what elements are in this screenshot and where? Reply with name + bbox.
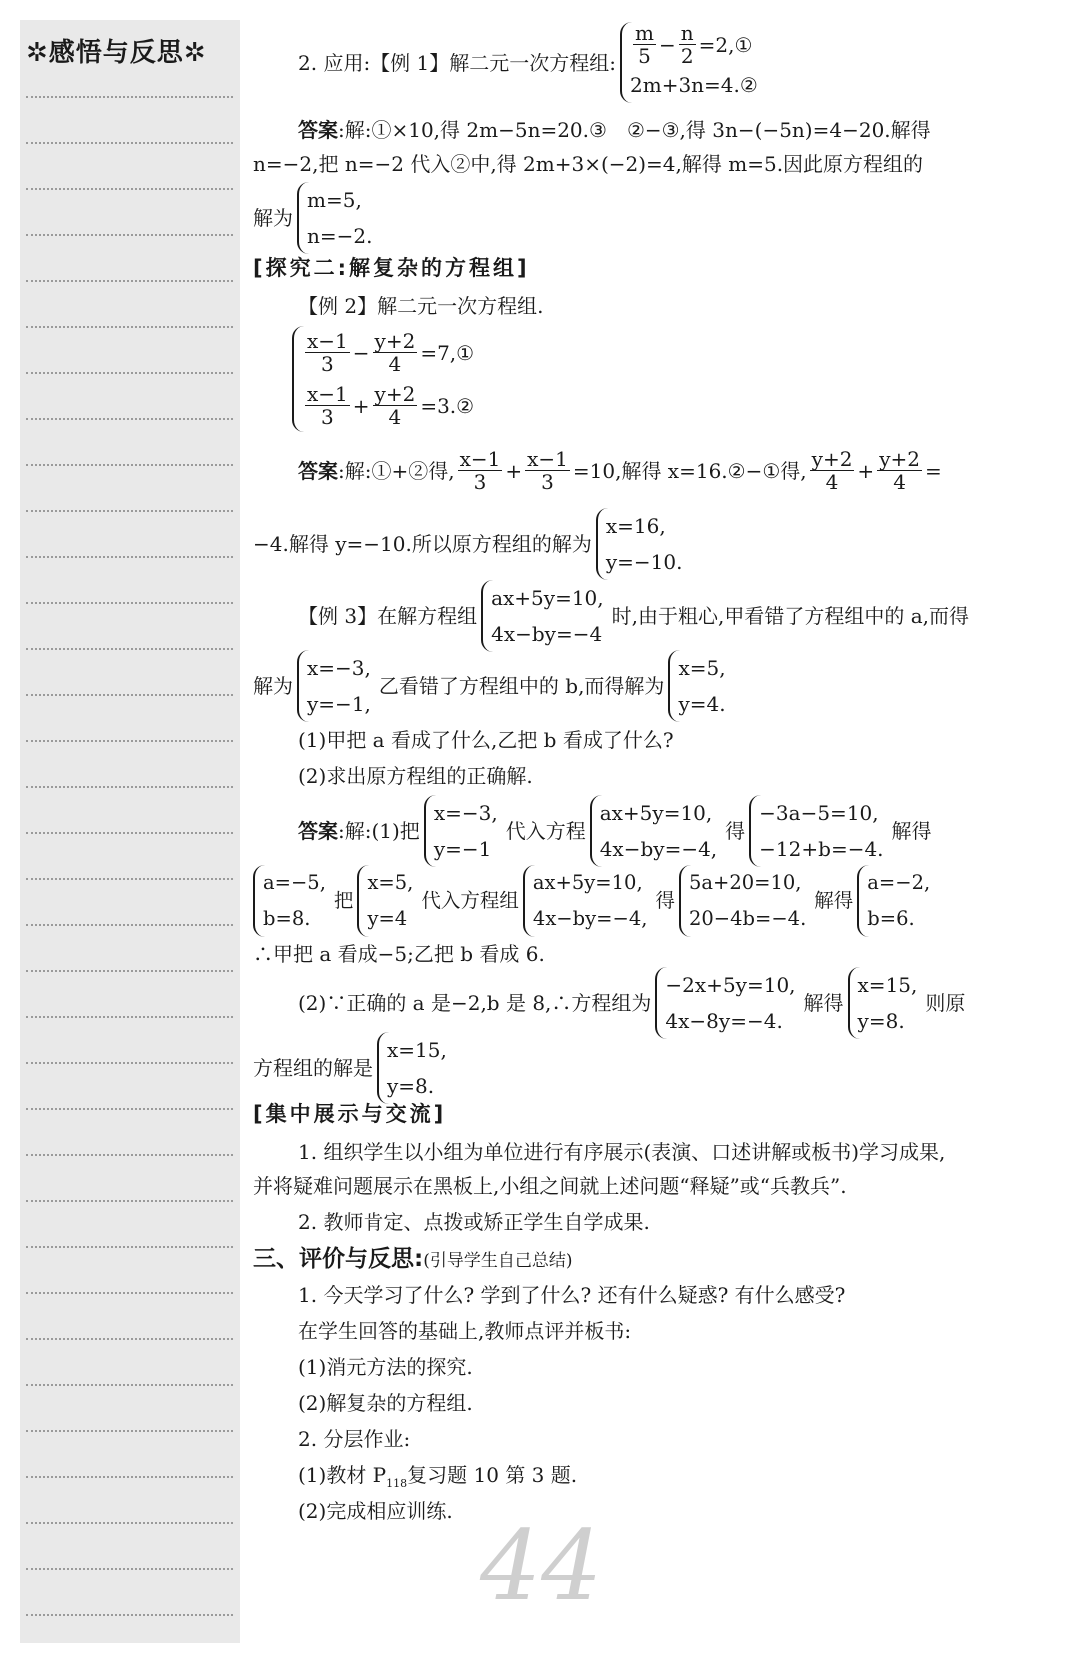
writing-line bbox=[26, 1568, 233, 1570]
example-1-answer-line1: 答案:解:①×10,得 2m−5n=20.③ ②−③,得 3n−(−5n)=4−20.解得 bbox=[298, 118, 931, 142]
answer-label: 答案 bbox=[298, 118, 338, 142]
writing-line bbox=[26, 740, 233, 742]
writing-line bbox=[26, 142, 233, 144]
writing-line bbox=[26, 1246, 233, 1248]
evaluation-title: 三、评价与反思: bbox=[253, 1246, 424, 1272]
writing-line bbox=[26, 1476, 233, 1478]
equation-system: $\frac{x-1}{3}$ − $\frac{y+2}{4}$ =7,① $\frac{x-1}{3}$ + $\frac{y+2}{4}$ =3.② bbox=[292, 326, 478, 432]
solution-system: x=5, y=4. bbox=[668, 650, 729, 722]
writing-line bbox=[26, 970, 233, 972]
writing-line bbox=[26, 878, 233, 880]
homework-item-1: (1)教材 $P_{118}$复习题 10 第 3 题. bbox=[298, 1463, 578, 1490]
evaluation-line-4: (2)解复杂的方程组. bbox=[298, 1391, 473, 1415]
evaluation-line-2: 在学生回答的基础上,教师点评并板书: bbox=[298, 1319, 632, 1343]
sidebar-title: ✲感悟与反思✲ bbox=[26, 38, 207, 68]
example-2-system bbox=[253, 326, 1080, 432]
writing-line bbox=[26, 1062, 233, 1064]
example-3-answer-line1: 答案 :解:(1)把 x=−3, y=−1 代入方程 ax+5y=10, 4x−by=−4, 得 −3a−5=10, −12+b=−4. 解得 bbox=[253, 795, 1080, 867]
writing-line bbox=[26, 1338, 233, 1340]
writing-line bbox=[26, 464, 233, 466]
writing-line bbox=[26, 234, 233, 236]
example-3-answer-line5: 方程组的解是 x=15, y=8. bbox=[253, 1032, 1058, 1104]
homework-item-2: (2)完成相应训练. bbox=[298, 1499, 453, 1523]
example-3-problem-line2: 解为 x=−3, y=−1, 乙看错了方程组中的 b,而得解为 x=5, y=4. bbox=[253, 650, 1058, 722]
writing-line bbox=[26, 786, 233, 788]
writing-line bbox=[26, 280, 233, 282]
example-1-problem bbox=[253, 22, 1080, 103]
page-number: 44 bbox=[480, 1510, 603, 1622]
example-3-problem: 【例 3】在解方程组 ax+5y=10, 4x−by=−4 时,由于粗心,甲看错了方程组中的 a,而得 bbox=[253, 580, 1080, 652]
writing-line bbox=[26, 924, 233, 926]
writing-line bbox=[26, 1384, 233, 1386]
writing-line bbox=[26, 1430, 233, 1432]
writing-line bbox=[26, 188, 233, 190]
presentation-para-2: 2. 教师肯定、点拨或矫正学生自学成果. bbox=[298, 1210, 650, 1234]
example-3-answer-line3: ∴甲把 a 看成−5;乙把 b 看成 6. bbox=[253, 942, 545, 966]
writing-line bbox=[26, 96, 233, 98]
equation-system: $\frac{m}{5}$ − $\frac{n}{2}$ =2,① 2m+3n=4.② bbox=[620, 22, 762, 103]
writing-line bbox=[26, 1016, 233, 1018]
equation-system: ax+5y=10, 4x−by=−4 bbox=[481, 580, 608, 652]
homework-heading: 2. 分层作业: bbox=[298, 1427, 411, 1451]
example-1-solution: 解为 m=5, n=−2. bbox=[253, 182, 1058, 254]
presentation-para-1a: 1. 组织学生以小组为单位进行有序展示(表演、口述讲解或板书)学习成果, bbox=[298, 1140, 946, 1164]
evaluation-subtitle: (引导学生自己总结) bbox=[423, 1251, 573, 1271]
section-heading-presentation: [集中展示与交流] bbox=[253, 1102, 447, 1126]
evaluation-heading bbox=[253, 1241, 1058, 1279]
writing-line bbox=[26, 418, 233, 420]
writing-line bbox=[26, 1522, 233, 1524]
example-1-intro: 2. 应用:【例 1】解二元一次方程组: bbox=[298, 50, 616, 75]
solution-system: x=−3, y=−1, bbox=[297, 650, 375, 722]
example-2-intro: 【例 2】解二元一次方程组. bbox=[298, 294, 544, 318]
example-3-question-2: (2)求出原方程组的正确解. bbox=[298, 764, 533, 788]
section-heading-explore-2: [探究二:解复杂的方程组] bbox=[253, 256, 530, 280]
writing-line bbox=[26, 832, 233, 834]
reflection-sidebar bbox=[20, 20, 240, 1643]
solution-system: m=5, n=−2. bbox=[297, 182, 376, 254]
example-2-answer-line1: 答案 :解:①+②得, $\frac{x-1}{3}$ + $\frac{x-1}{3}$ =10,解得 x=16.②−①得, $\frac{y+2}{4}$ + $\frac{y+2}{4}$ = bbox=[298, 447, 942, 494]
writing-line bbox=[26, 556, 233, 558]
solution-system: x=16, y=−10. bbox=[596, 508, 687, 580]
example-3-answer-line4: (2)∵正确的 a 是−2,b 是 8,∴方程组为 −2x+5y=10, 4x−8y=−4. 解得 x=15, y=8. 则原 bbox=[253, 967, 1080, 1039]
presentation-para-1b: 并将疑难问题展示在黑板上,小组之间就上述问题“释疑”或“兵教兵”. bbox=[253, 1174, 847, 1198]
answer-label: 答案 bbox=[298, 819, 338, 843]
writing-line bbox=[26, 648, 233, 650]
evaluation-line-1: 1. 今天学习了什么? 学到了什么? 还有什么疑惑? 有什么感受? bbox=[298, 1283, 846, 1307]
writing-line bbox=[26, 1108, 233, 1110]
writing-line bbox=[26, 372, 233, 374]
writing-line bbox=[26, 1614, 233, 1616]
example-2-answer-line2: −4.解得 y=−10.所以原方程组的解为 x=16, y=−10. bbox=[253, 508, 1058, 580]
writing-line bbox=[26, 694, 233, 696]
writing-line bbox=[26, 1154, 233, 1156]
writing-line bbox=[26, 1292, 233, 1294]
example-3-answer-line2: a=−5, b=8. 把 x=5, y=4 代入方程组 ax+5y=10, 4x−by=−4, 得 5a+20=10, 20−4b=−4. 解得 a=−2, b=6. bbox=[253, 865, 1058, 937]
writing-line bbox=[26, 326, 233, 328]
evaluation-line-3: (1)消元方法的探究. bbox=[298, 1355, 473, 1379]
writing-line bbox=[26, 510, 233, 512]
writing-line bbox=[26, 1200, 233, 1202]
example-1-answer-line2: n=−2,把 n=−2 代入②中,得 2m+3×(−2)=4,解得 m=5.因此原方程组的 bbox=[253, 152, 924, 176]
example-3-question-1: (1)甲把 a 看成了什么,乙把 b 看成了什么? bbox=[298, 728, 674, 752]
writing-line bbox=[26, 602, 233, 604]
answer-label: 答案 bbox=[298, 458, 338, 483]
